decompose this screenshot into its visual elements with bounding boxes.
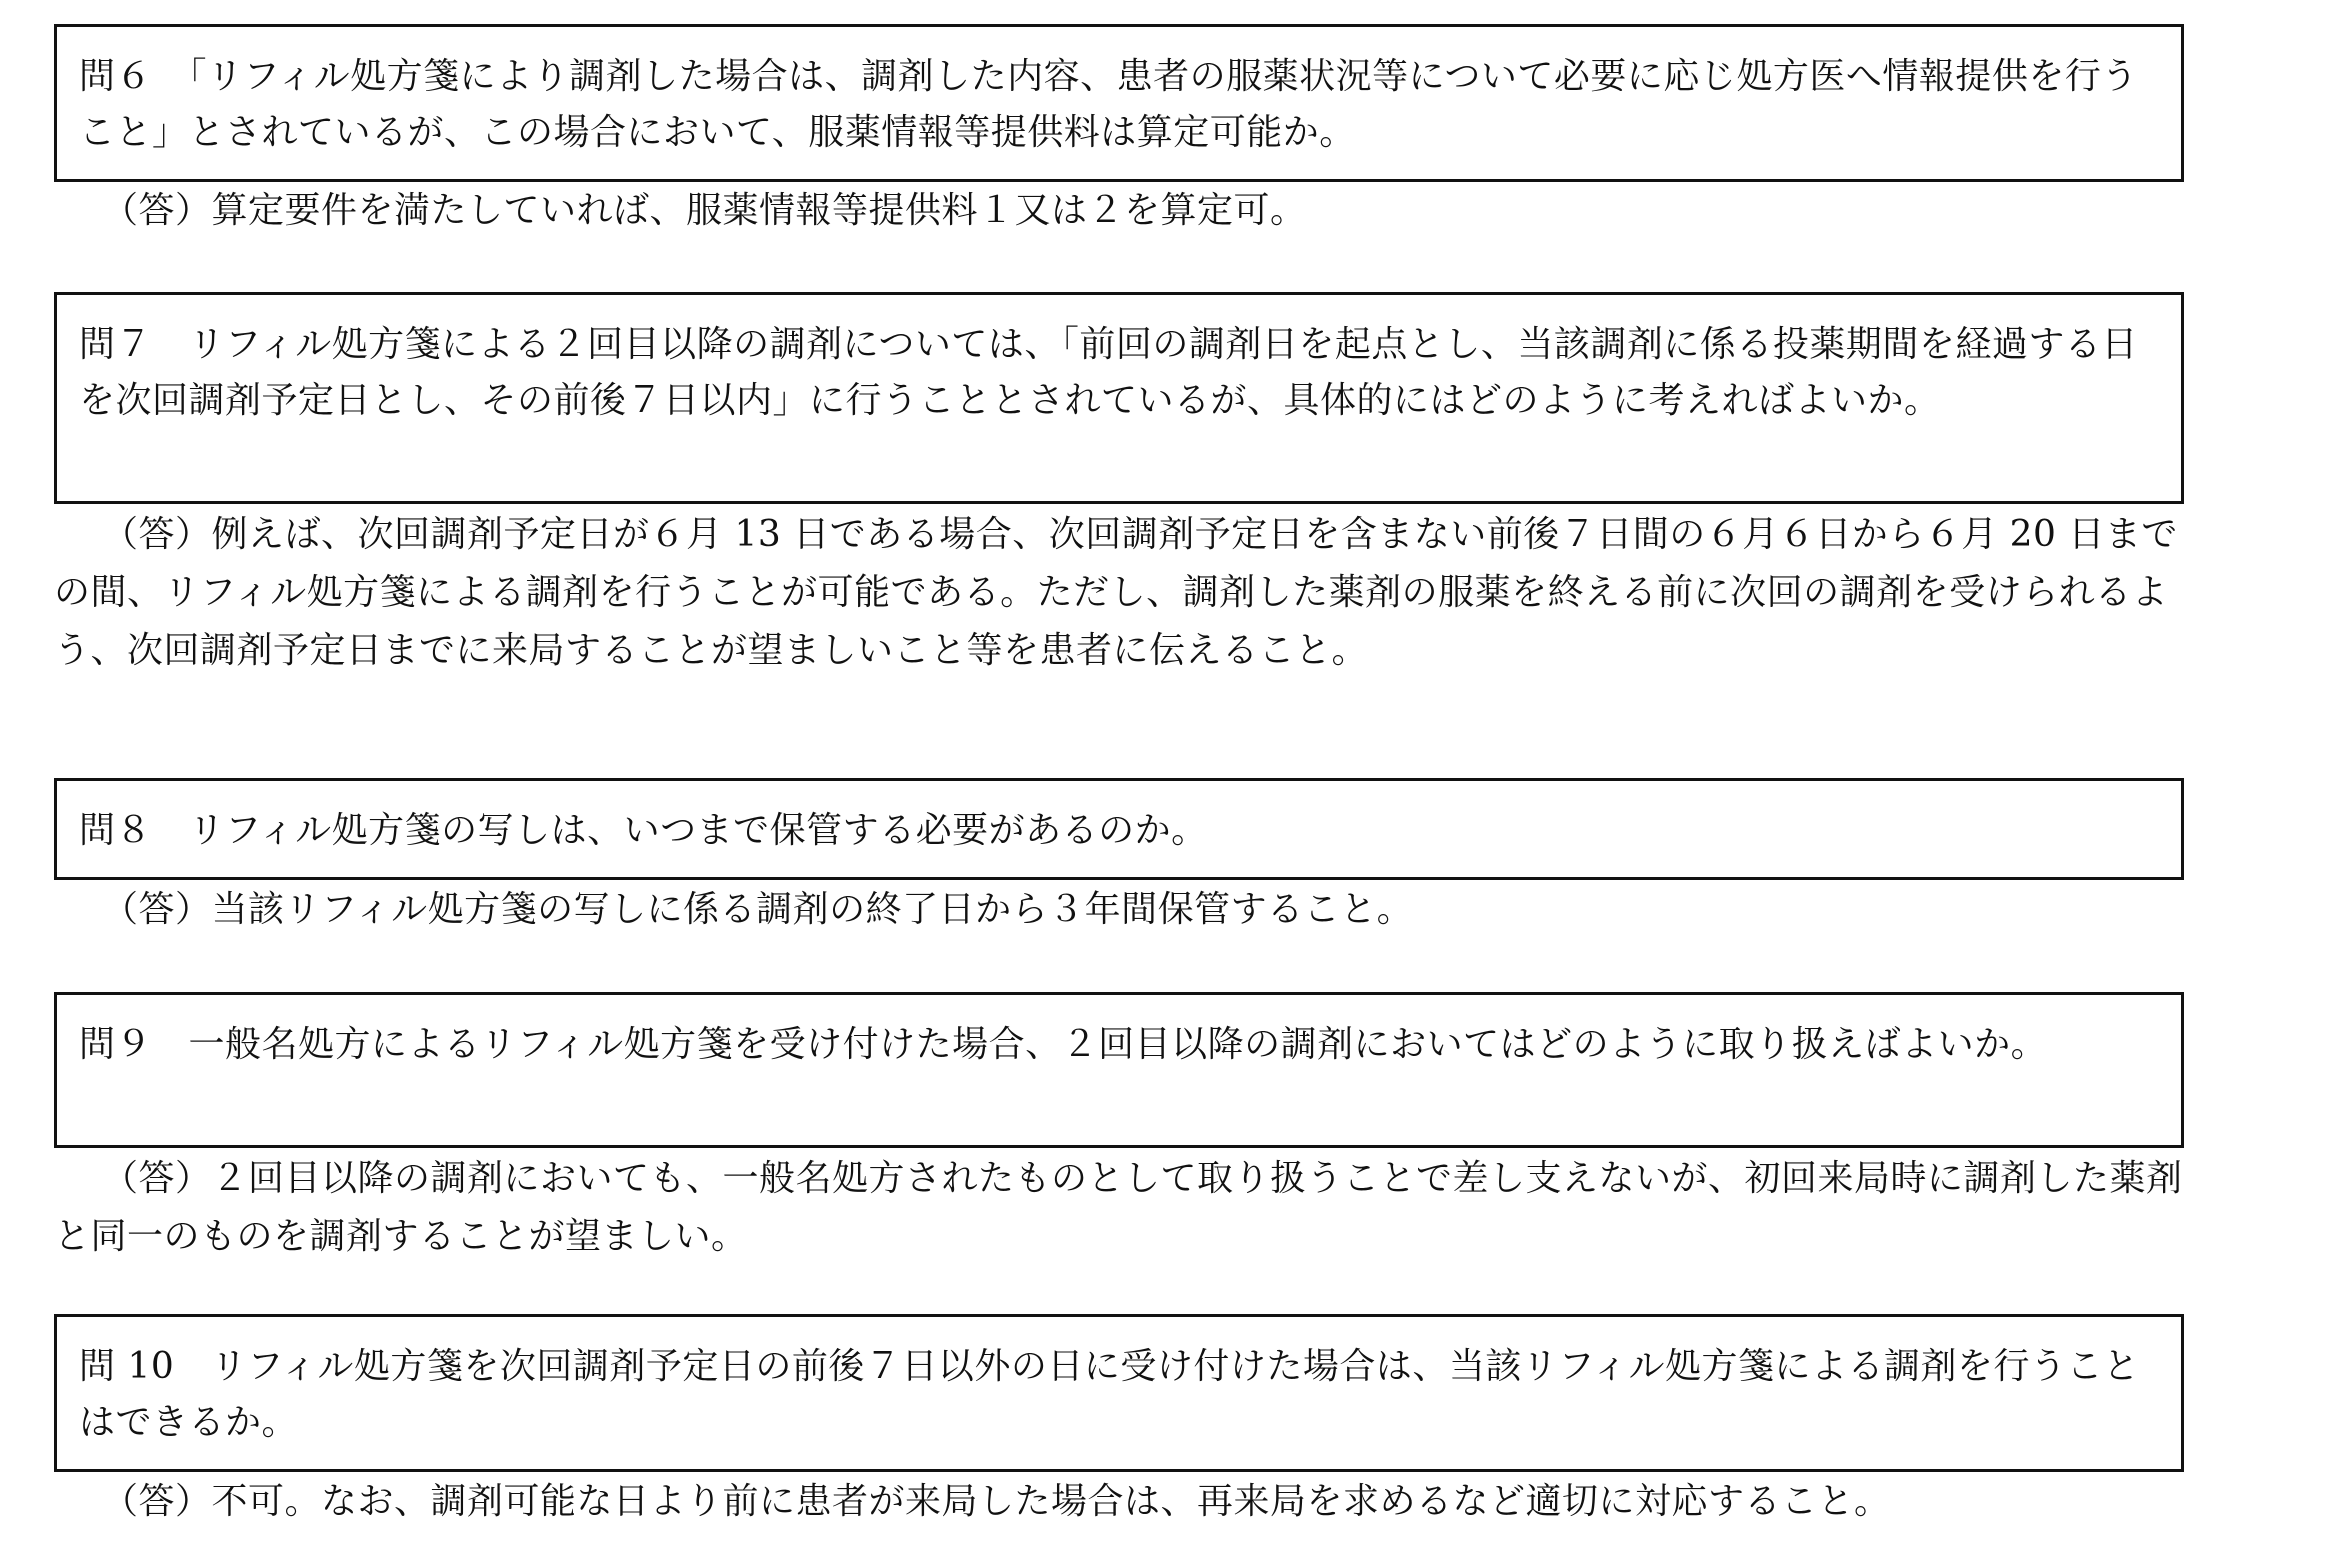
question-box-6	[54, 24, 2184, 182]
answer-6-text: （答）算定要件を満たしていれば、服薬情報等提供料１又は２を算定可。	[102, 190, 1307, 231]
answer-10-text: （答）不可。なお、調剤可能な日より前に患者が来局した場合は、再来局を求めるなど適切に対応すること。	[102, 1481, 1891, 1522]
answer-9-text: （答）２回目以降の調剤においても、一般名処方されたものとして取り扱うことで差し支えないが、初回来局時に調剤した薬剤と同一のものを調剤することが望ましい。	[54, 1158, 2183, 1257]
question-9-text: 問９ 一般名処方によるリフィル処方箋を受け付けた場合、２回目以降の調剤においてはどのように取り扱えばよいか。	[79, 1024, 2048, 1065]
question-box-7	[54, 292, 2184, 504]
question-7-text: 問７ リフィル処方箋による２回目以降の調剤については、「前回の調剤日を起点とし、当該調剤に係る投薬期間を経過する日を次回調剤予定日とし、その前後７日以内」に行うこととされているが、具体的にはどのように考えればよいか。	[79, 324, 2138, 421]
question-box-8	[54, 778, 2184, 880]
question-6-text: 問６ 「リフィル処方箋により調剤した場合は、調剤した内容、患者の服薬状況等について必要に応じ処方医へ情報提供を行うこと」とされているが、この場合において、服薬情報等提供料は算定可能か。	[79, 56, 2138, 153]
answer-8-text: （答）当該リフィル処方箋の写しに係る調剤の終了日から３年間保管すること。	[102, 889, 1414, 930]
question-10-text: 問 10 リフィル処方箋を次回調剤予定日の前後７日以外の日に受け付けた場合は、当該リフィル処方箋による調剤を行うことはできるか。	[79, 1346, 2140, 1443]
answer-7-text: （答）例えば、次回調剤予定日が６月 13 日である場合、次回調剤予定日を含まない前後７日間の６月６日から６月 20 日までの間、リフィル処方箋による調剤を行うことが可能である。ただし、調剤した薬剤の服薬を終える前に次回の調剤を受けられるよう、次回調剤予定日までに来局することが望ましいこと等を患者に伝えること。	[54, 514, 2178, 671]
question-box-10	[54, 1314, 2184, 1472]
question-box-9	[54, 992, 2184, 1148]
question-8-text: 問８ リフィル処方箋の写しは、いつまで保管する必要があるのか。	[79, 810, 1208, 851]
